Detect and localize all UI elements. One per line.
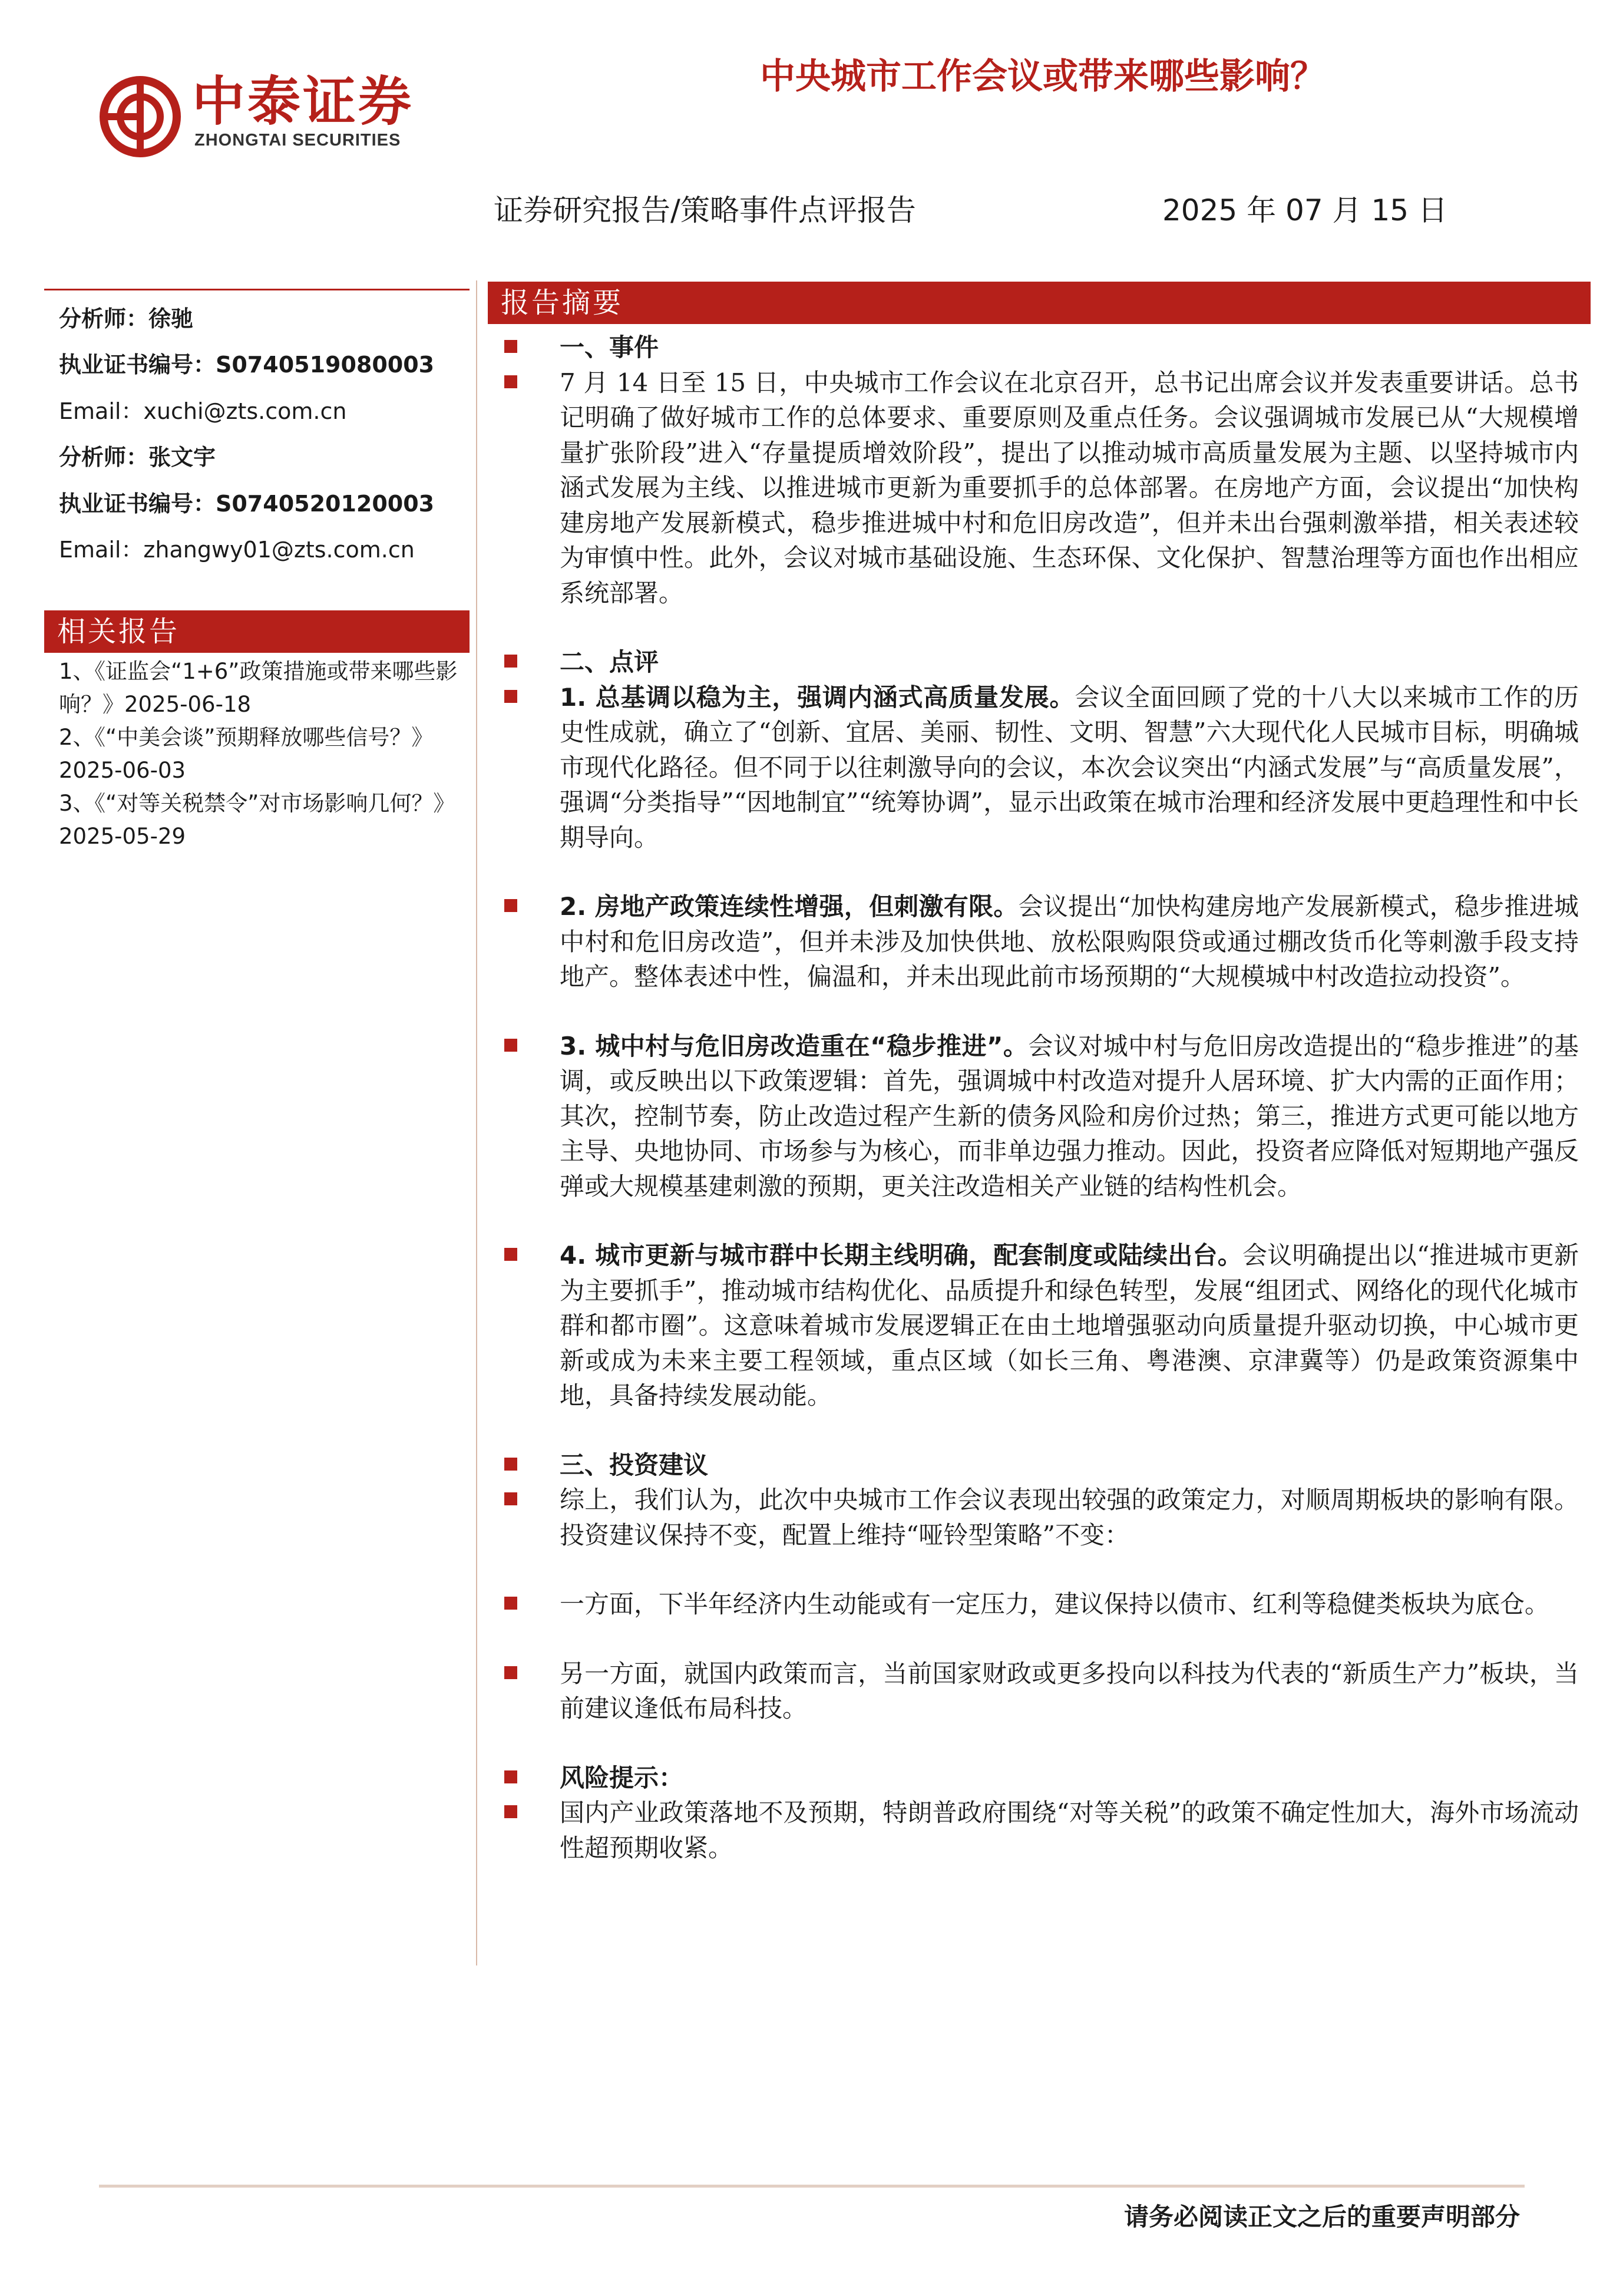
point-1-paragraph xyxy=(501,680,1579,855)
bullet-icon xyxy=(504,340,517,353)
section-heading: 二、点评 xyxy=(560,647,659,676)
risk-paragraph xyxy=(501,1795,1579,1865)
invest-heading-row xyxy=(501,1448,1579,1483)
related-report-link[interactable]: 3、《“对等关税禁令”对市场影响几何？》2025-05-29 xyxy=(59,791,455,849)
paragraph-text: 国内产业政策落地不及预期，特朗普政府围绕“对等关税”的政策不确定性加大，海外市场流动性超预期收紧。 xyxy=(560,1798,1579,1862)
report-type: 证券研究报告/策略事件点评报告 xyxy=(494,193,916,227)
bullet-icon xyxy=(504,1770,517,1783)
related-reports-header: 相关报告 xyxy=(44,610,470,653)
logo-text-cn: 中泰证券 xyxy=(192,71,414,133)
bullet-icon xyxy=(504,690,517,703)
point-lead: 4. 城市更新与城市群中长期主线明确，配套制度或陆续出台。 xyxy=(560,1241,1243,1270)
related-reports-list xyxy=(59,655,460,853)
event-paragraph xyxy=(501,365,1579,611)
logo-icon xyxy=(99,75,181,158)
bullet-icon xyxy=(504,375,517,388)
point-lead: 1. 总基调以稳为主，强调内涵式高质量发展。 xyxy=(560,682,1075,712)
related-report-link[interactable]: 1、《证监会“1+6”政策措施或带来哪些影响？》2025-06-18 xyxy=(59,659,458,717)
point-3-paragraph xyxy=(501,1029,1579,1204)
paragraph-text: 会议提出“加快构建房地产发展新模式，稳步推进城中村和危旧房改造”，但并未涉及加快供地、放松限购限贷或通过棚改货币化等刺激手段支持地产。整体表述中性，偏温和，并未出现此前市场预期的“大规模城中村改造拉动投资”。 xyxy=(560,892,1579,991)
paragraph-text: 综上，我们认为，此次中央城市工作会议表现出较强的政策定力，对顺周期板块的影响有限。投资建议保持不变，配置上维持“哑铃型策略”不变： xyxy=(560,1485,1579,1550)
invest-paragraph-2 xyxy=(501,1587,1579,1622)
related-report-link[interactable]: 2、《“中美会谈”预期释放哪些信号？》2025-06-03 xyxy=(59,725,434,783)
logo-text-en: ZHONGTAI SECURITIES xyxy=(194,131,401,150)
left-top-rule xyxy=(44,289,470,290)
paragraph-text: 会议对城中村与危旧房改造提出的“稳步推进”的基调，或反映出以下政策逻辑：首先，强调城中村改造对提升人居环境、扩大内需的正面作用；其次，控制节奏，防止改造过程产生新的债务风险和房价过热；第三，推进方式更可能以地方主导、央地协同、市场参与为核心，而非单边强力推动。因此，投资者应降低对短期地产强反弹或大规模基建刺激的预期，更关注改造相关产业链的结构性机会。 xyxy=(560,1031,1579,1201)
paragraph-text: 一方面，下半年经济内生动能或有一定压力，建议保持以债市、红利等稳健类板块为底仓。 xyxy=(560,1590,1550,1618)
footer-disclaimer: 请务必阅读正文之后的重要声明部分 xyxy=(1123,2202,1520,2231)
risk-heading-row xyxy=(501,1760,1579,1796)
report-title: 中央城市工作会议或带来哪些影响？ xyxy=(760,56,1325,97)
bullet-icon xyxy=(504,1492,517,1505)
point-lead: 2. 房地产政策连续性增强，但刺激有限。 xyxy=(560,892,1019,921)
paragraph-text: 会议明确提出以“推进城市更新为主要抓手”，推动城市结构优化、品质提升和绿色转型，发展“组团式、网络化的现代化城市群和都市圈”。这意味着城市发展逻辑正在由土地增强驱动向质量提升驱动切换，中心城市更新或成为未来主要工程领域，重点区域（如长三角、粤港澳、京津冀等）仍是政策资源集中地，具备持续发展动能。 xyxy=(560,1241,1579,1410)
bullet-icon xyxy=(504,1597,517,1610)
analyst-2-name: 分析师：张文宇 xyxy=(59,444,216,470)
bullet-icon xyxy=(504,1039,517,1052)
column-divider xyxy=(476,280,477,1965)
paragraph-text: 7 月 14 日至 15 日，中央城市工作会议在北京召开，总书记出席会议并发表重要讲话。总书记明确了做好城市工作的总体要求、重要原则及重点任务。会议强调城市发展已从“大规模增量扩张阶段”进入“存量提质增效阶段”，提出了以推动城市高质量发展为主题、以坚持城市内涵式发展为主线、以推进城市更新为重要抓手的总体部署。在房地产方面，会议提出“加快构建房地产发展新模式，稳步推进城中村和危旧房改造”，但并未出台强刺激举措，相关表述较为审慎中性。此外，会议对城市基础设施、生态环保、文化保护、智慧治理等方面也作出相应系统部署。 xyxy=(560,368,1579,607)
summary-body xyxy=(501,330,1579,1865)
invest-paragraph-1 xyxy=(501,1482,1579,1552)
bullet-icon xyxy=(504,1666,517,1679)
bullet-icon xyxy=(504,1458,517,1471)
paragraph-text: 会议全面回顾了党的十八大以来城市工作的历史性成就，确立了“创新、宜居、美丽、韧性、文明、智慧”六大现代化人民城市目标，明确城市现代化路径。但不同于以往刺激导向的会议，本次会议突出“内涵式发展”与“高质量发展”，强调“分类指导”“因地制宜”“统筹协调”，显示出政策在城市治理和经济发展中更趋理性和中长期导向。 xyxy=(560,682,1579,852)
analyst-1-email[interactable]: Email：xuchi@zts.com.cn xyxy=(59,398,347,424)
report-date: 2025 年 07 月 15 日 xyxy=(1162,193,1447,227)
point-lead: 3. 城中村与危旧房改造重在“稳步推进”。 xyxy=(560,1031,1029,1061)
summary-header: 报告摘要 xyxy=(488,282,1591,324)
event-heading-row xyxy=(501,330,1579,365)
point-4-paragraph xyxy=(501,1238,1579,1413)
paragraph-text: 另一方面，就国内政策而言，当前国家财政或更多投向以科技为代表的“新质生产力”板块，当前建议逢低布局科技。 xyxy=(560,1659,1579,1723)
footer-rule xyxy=(99,2185,1525,2188)
analyst-1-cert: 执业证书编号：S0740519080003 xyxy=(59,352,435,378)
analyst-2-cert: 执业证书编号：S0740520120003 xyxy=(59,491,435,517)
invest-paragraph-3 xyxy=(501,1656,1579,1726)
section-heading: 风险提示： xyxy=(560,1763,684,1792)
analyst-1-name: 分析师：徐驰 xyxy=(59,306,194,332)
point-2-paragraph xyxy=(501,889,1579,995)
bullet-icon xyxy=(504,899,517,912)
section-heading: 三、投资建议 xyxy=(560,1450,709,1479)
bullet-icon xyxy=(504,655,517,668)
analyst-2-email[interactable]: Email：zhangwy01@zts.com.cn xyxy=(59,537,415,563)
section-heading: 一、事件 xyxy=(560,333,659,362)
comment-heading-row xyxy=(501,645,1579,680)
bullet-icon xyxy=(504,1248,517,1261)
bullet-icon xyxy=(504,1805,517,1818)
